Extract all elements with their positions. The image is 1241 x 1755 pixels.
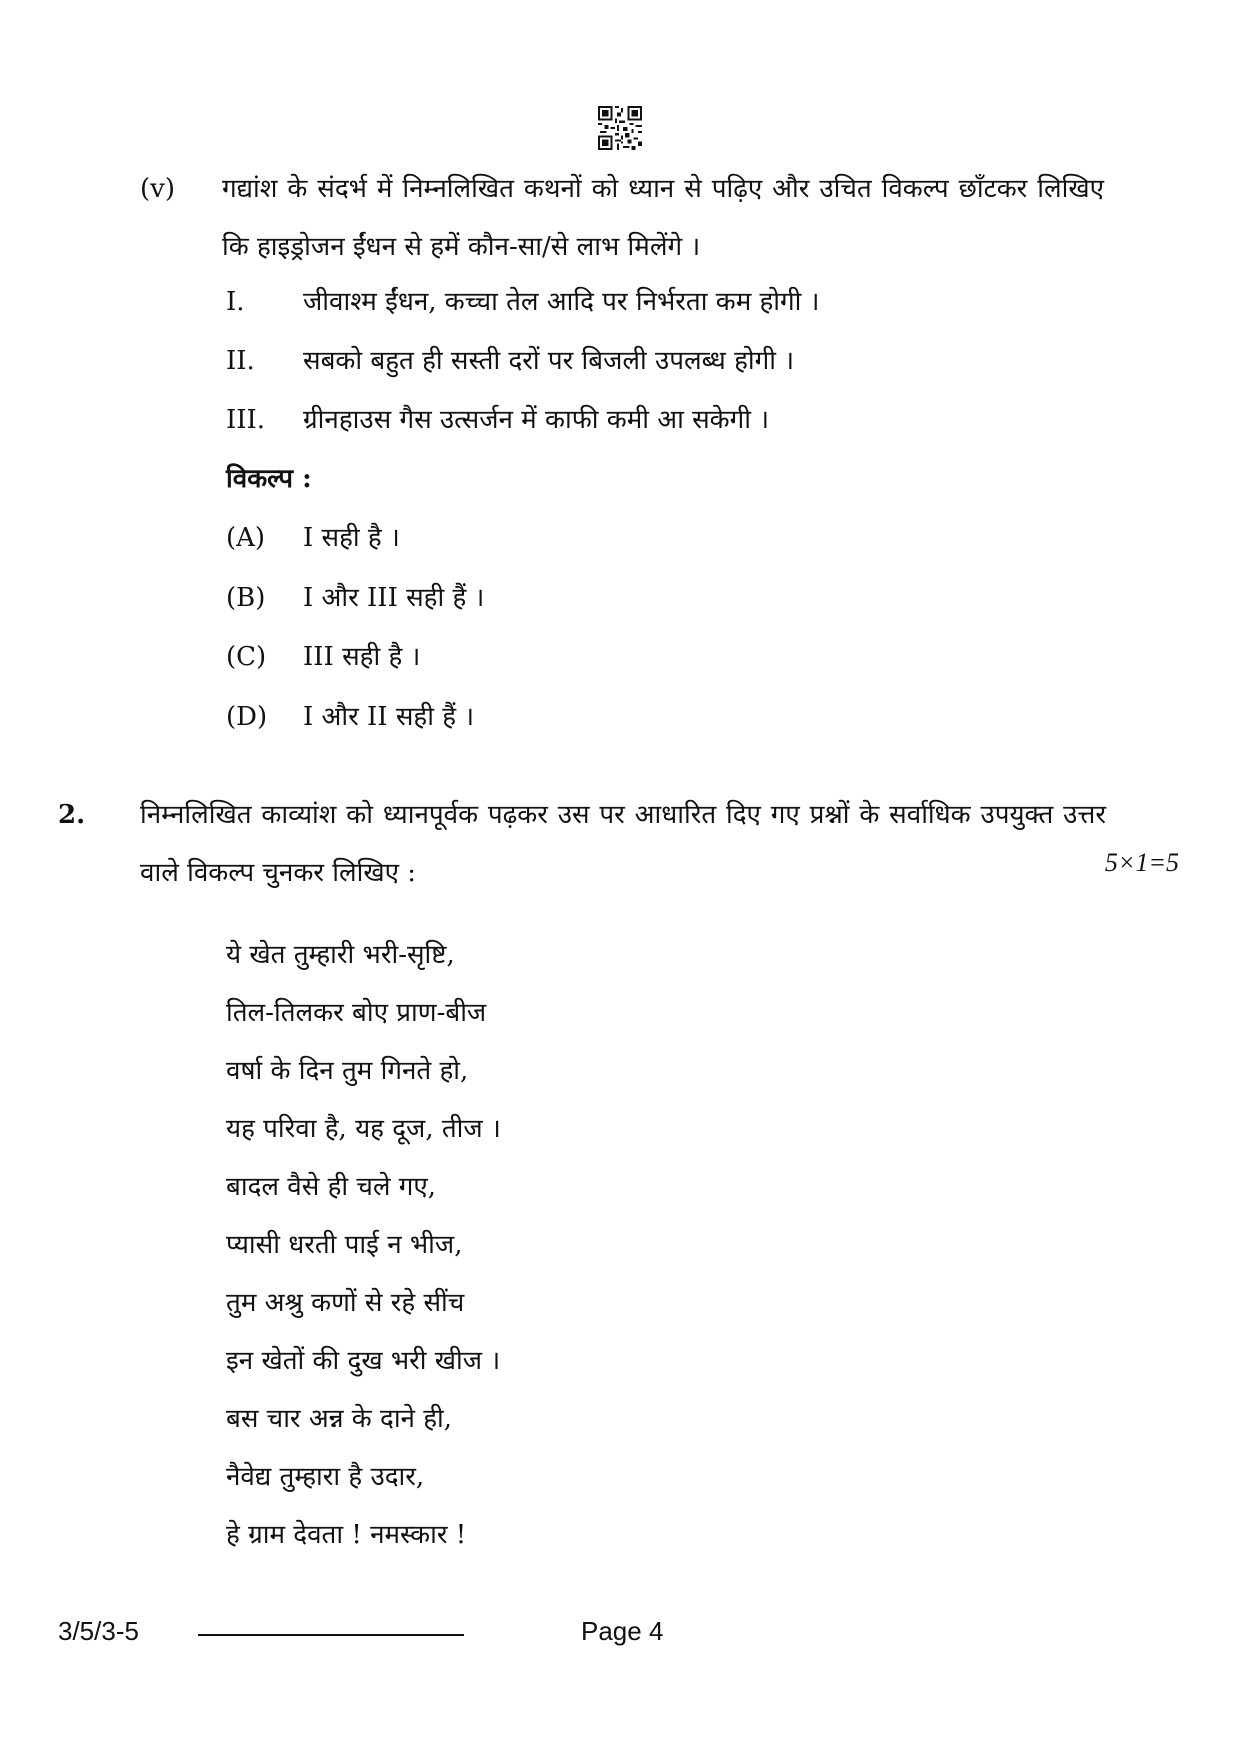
option-c [226,637,1106,677]
sub-question-label: (v) [140,174,175,204]
paper-code: 3/5/3-5 [58,1616,139,1646]
option-a [226,518,1106,558]
footer-divider [198,1634,464,1636]
option-text: I और II सही हैं । [303,702,475,732]
option-label: (D) [226,702,268,732]
page-number: Page 4 [581,1616,664,1646]
statement-3 [226,400,1106,440]
option-label: (A) [226,523,266,553]
statement-label: III. [226,405,266,435]
poem-line: यह परिवा है, यह दूज, तीज । [226,1114,501,1144]
poem-line: हे ग्राम देवता ! नमस्कार ! [226,1520,467,1550]
question-text: निम्नलिखित काव्यांश को ध्यानपूर्वक पढ़कर उस पर आधारित दिए गए प्रश्नों के सर्वाधिक उपयुक्त उत्तर वाले विकल्प चुनकर लिखिए : [140,800,1106,888]
statement-text: जीवाश्म ईंधन, कच्चा तेल आदि पर निर्भरता कम होगी । [303,287,820,317]
option-b [226,578,1106,618]
statement-label: I. [226,287,245,317]
poem-line: नैवेद्य तुम्हारा है उदार, [226,1462,425,1492]
statement-2 [226,341,1106,381]
poem-line: वर्षा के दिन तुम गिनते हो, [226,1056,469,1086]
option-text: III सही है । [303,642,421,672]
poem-line: बादल वैसे ही चले गए, [226,1172,437,1202]
poem-line: तुम अश्रु कणों से रहे सींच [226,1288,465,1318]
marks-allocation: 5×1=5 [1104,848,1179,877]
sub-question-text: गद्यांश के संदर्भ में निम्नलिखित कथनों को ध्यान से पढ़िए और उचित विकल्प छाँटकर लिखिए कि हाइड्रोजन ईंधन से हमें कौन-सा/से लाभ मिलेंगे । [222,174,1104,262]
qr-code-icon [598,106,642,150]
statement-text: ग्रीनहाउस गैस उत्सर्जन में काफी कमी आ सकेगी । [303,405,770,435]
option-text: I और III सही हैं । [303,583,485,613]
option-label: (B) [226,583,266,613]
poem-line: बस चार अन्न के दाने ही, [226,1404,453,1434]
options-heading: विकल्प : [226,464,312,494]
statement-text: सबको बहुत ही सस्ती दरों पर बिजली उपलब्ध होगी । [303,346,795,376]
statement-label: II. [226,346,255,376]
poem-line: ये खेत तुम्हारी भरी-सृष्टि, [226,940,455,970]
question-number: 2. [58,800,86,830]
poem-line: प्यासी धरती पाई न भीज, [226,1230,463,1260]
option-text: I सही है । [303,523,400,553]
option-d [226,697,1106,737]
option-label: (C) [226,642,267,672]
poem-line: इन खेतों की दुख भरी खीज । [226,1346,501,1376]
statement-1 [226,282,1106,322]
poem-line: तिल-तिलकर बोए प्राण-बीज [226,998,487,1028]
